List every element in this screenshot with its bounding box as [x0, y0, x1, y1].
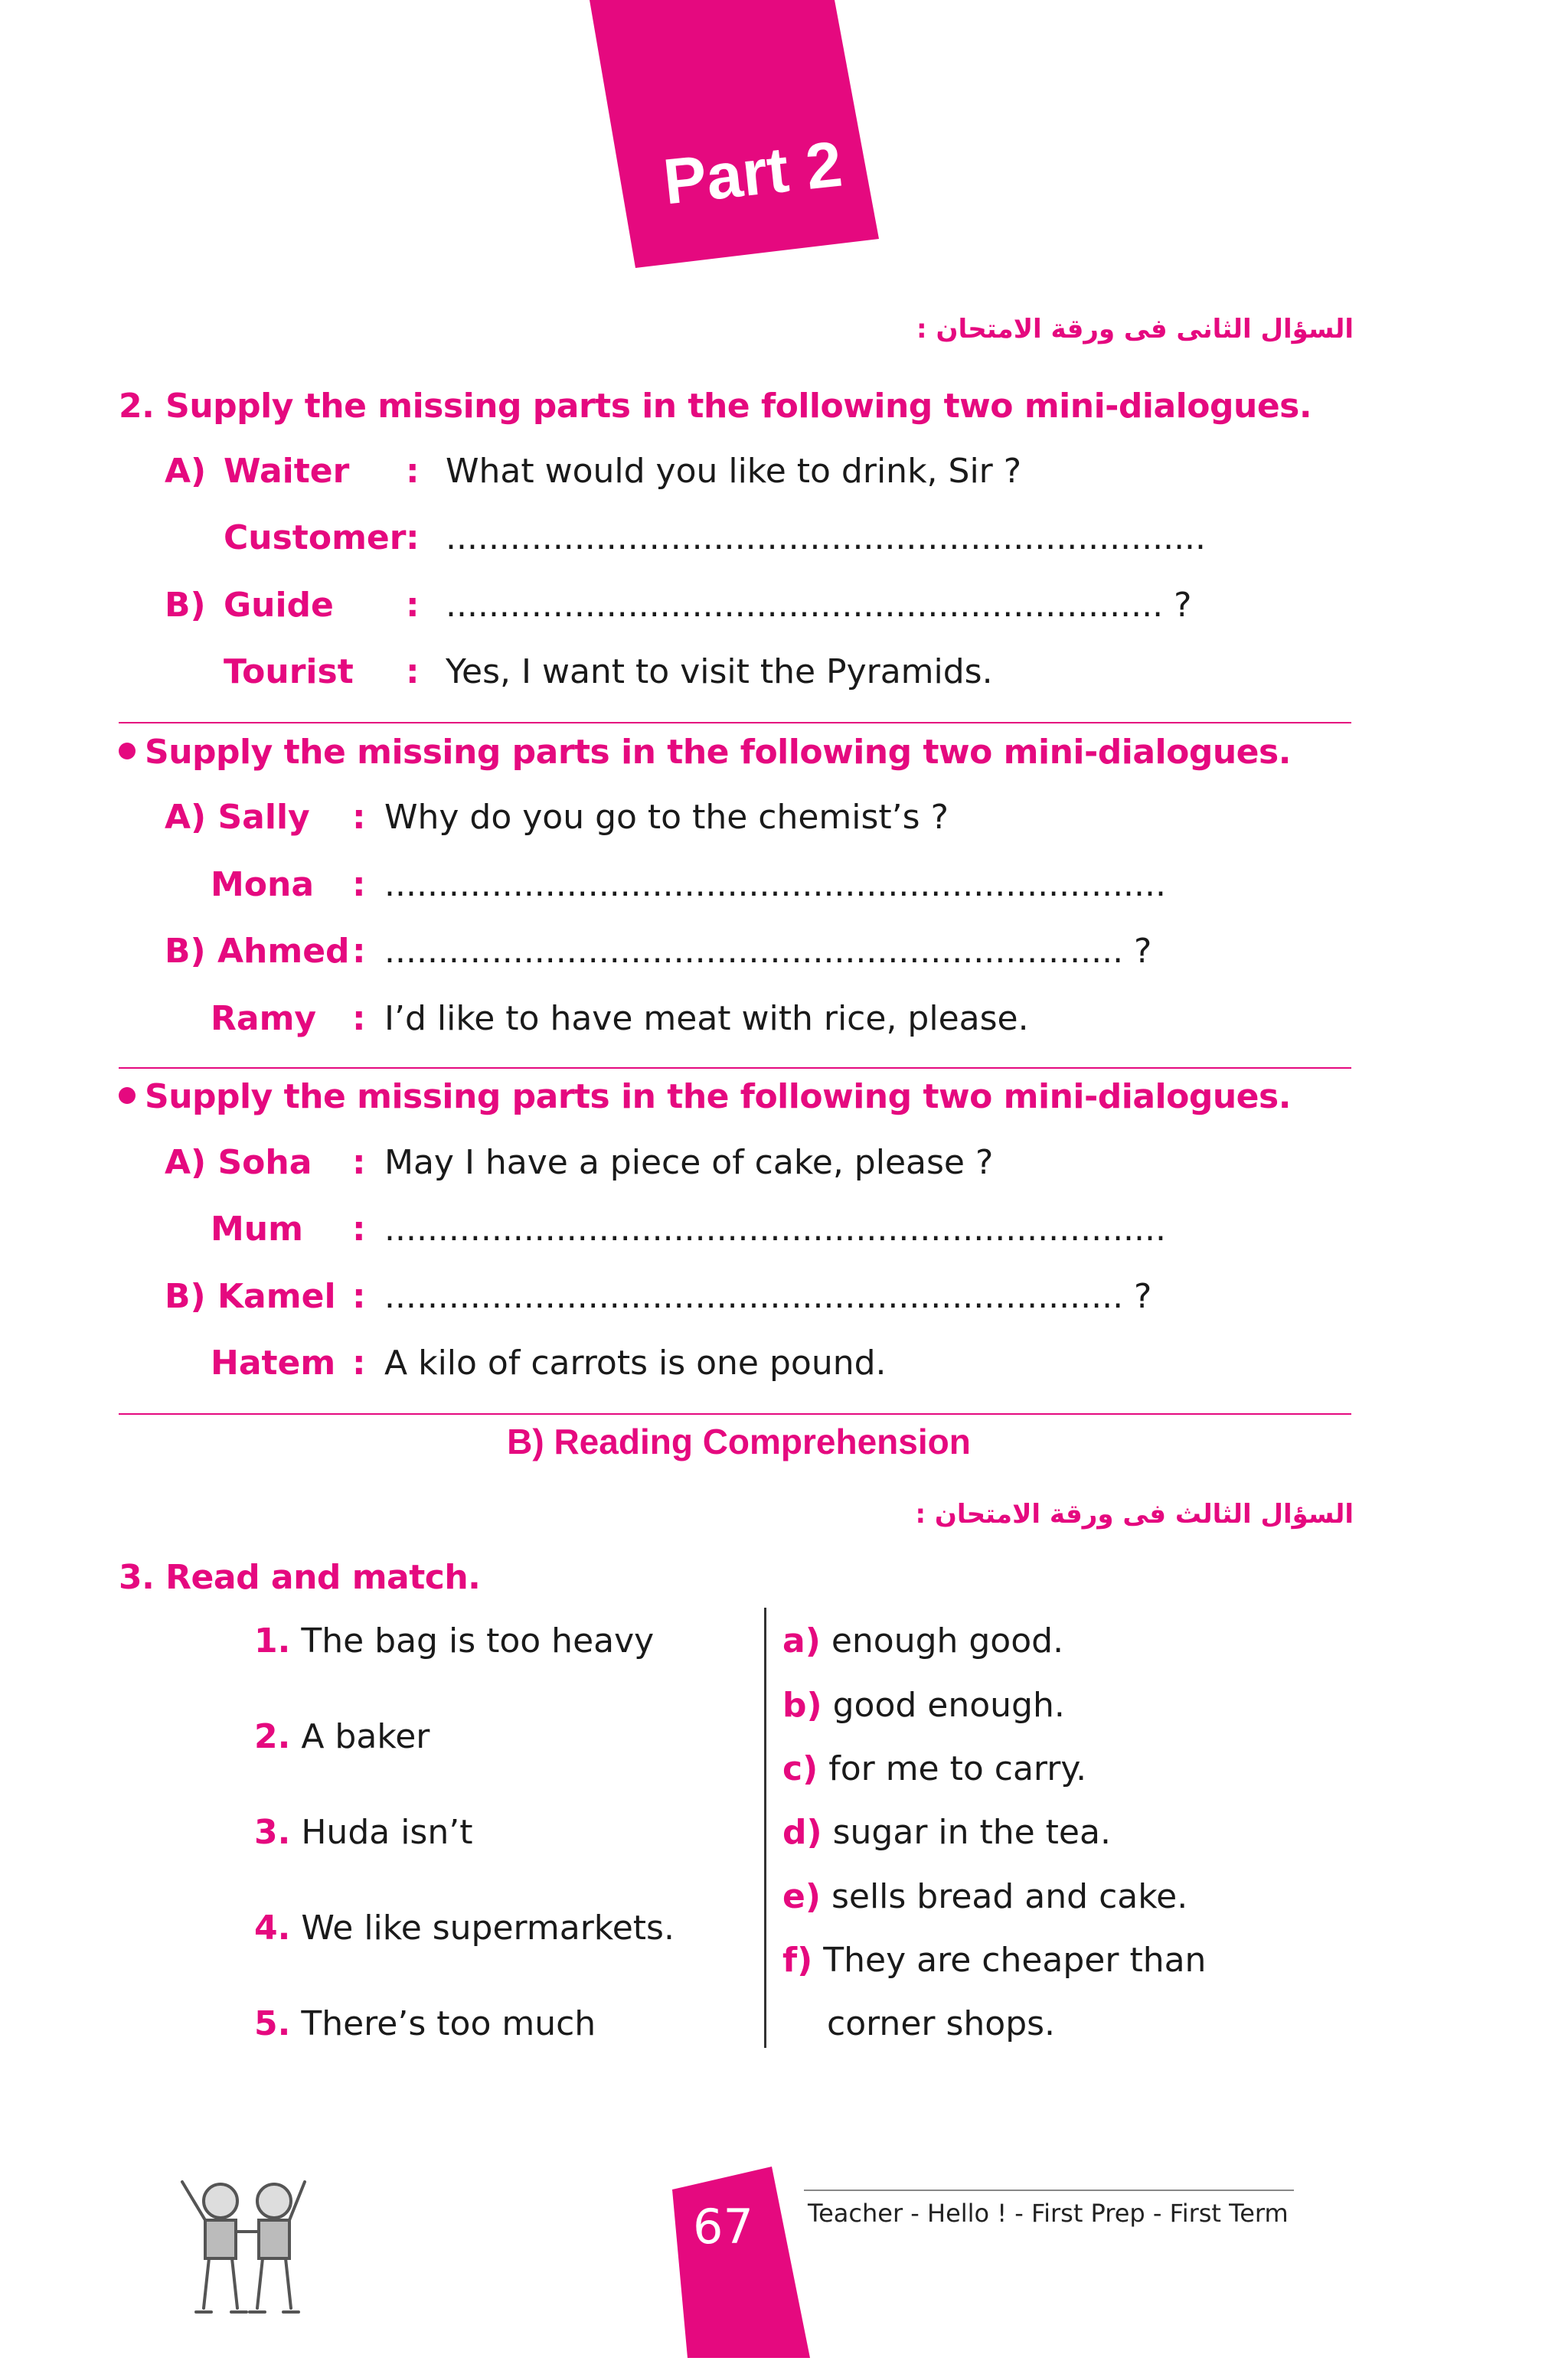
dialogue-text: What would you like to drink, Sir ?: [446, 452, 1022, 491]
dialogue-row: [0, 1210, 1568, 1256]
dialogue-row: [0, 1143, 1568, 1189]
match-right-item: [782, 1877, 1187, 1916]
dialogue-row: [0, 518, 1568, 564]
bullet-icon: [119, 1087, 136, 1104]
dialogue-blank: .........................................................................: [384, 1210, 1167, 1249]
item-text: sugar in the tea.: [832, 1813, 1111, 1852]
colon: :: [352, 798, 366, 837]
match-left-item: [254, 2004, 596, 2043]
footer-rule: [804, 2190, 1294, 2191]
item-text: enough good.: [831, 1621, 1064, 1661]
match-right-item: [782, 1941, 1206, 1980]
page-number-badge: [657, 2167, 825, 2361]
match-right-item: [782, 1749, 1086, 1788]
colon: :: [406, 652, 420, 691]
dialogue-row: [0, 798, 1568, 844]
dialogue-blank: .......................................................................: [446, 518, 1207, 557]
item-text: sells bread and cake.: [831, 1877, 1188, 1916]
dialogue-text: Yes, I want to visit the Pyramids.: [446, 652, 993, 691]
match-right-item: [782, 1813, 1111, 1852]
item-text: They are cheaper than: [823, 1941, 1207, 1980]
dialogue-row: [0, 452, 1568, 498]
colon: :: [352, 1210, 366, 1249]
colon: :: [352, 1344, 366, 1383]
item-text: for me to carry.: [828, 1749, 1087, 1788]
part-banner: [590, 0, 888, 272]
bullet-icon: [119, 743, 136, 759]
dialogue-text: A kilo of carrots is one pound.: [384, 1344, 887, 1383]
item-letter: d): [782, 1813, 822, 1852]
column-divider: [764, 1608, 766, 2048]
dialogue-blank: ..................................................................... ?: [384, 1277, 1152, 1316]
divider: [119, 722, 1351, 723]
dialogue-row: [0, 932, 1568, 978]
divider: [119, 1413, 1351, 1415]
arabic-heading-q3: السؤال الثالث فى ورقة الامتحان :: [915, 1499, 1354, 1530]
item-text: corner shops.: [827, 2004, 1056, 2043]
item-number: 1.: [254, 1621, 291, 1661]
dialogue-text: I’d like to have meat with rice, please.: [384, 999, 1029, 1038]
dialogue-row: [0, 1277, 1568, 1323]
item-text: We like supermarkets.: [301, 1909, 675, 1948]
speaker-label: Tourist: [224, 652, 354, 691]
speaker-label: B) Kamel: [165, 1277, 336, 1316]
dialogue-blank: ..................................................................... ?: [384, 932, 1152, 971]
speaker-label: Waiter: [224, 452, 350, 491]
dialogue-blank: ................................................................... ?: [446, 586, 1192, 625]
speaker-label: Hatem: [211, 1344, 336, 1383]
dialogue-text: May I have a piece of cake, please ?: [384, 1143, 994, 1182]
match-right-item-continued: [827, 2004, 1055, 2043]
exercise-title: [119, 733, 1291, 772]
match-right-item: [782, 1621, 1063, 1661]
kids-illustration: [175, 2167, 320, 2330]
speaker-label: A) Sally: [165, 798, 310, 837]
colon: :: [352, 865, 366, 904]
exercise-title-text: Supply the missing parts in the following two mini-dialogues.: [145, 733, 1291, 772]
speaker-label: A) Soha: [165, 1143, 312, 1182]
exercise-title: [119, 1077, 1291, 1116]
item-number: 5.: [254, 2004, 291, 2043]
item-text: The bag is too heavy: [301, 1621, 655, 1661]
item-text: Huda isn’t: [301, 1813, 473, 1852]
item-text: A baker: [301, 1717, 430, 1756]
colon: :: [406, 518, 420, 557]
dialogue-row: [0, 865, 1568, 911]
colon: :: [352, 932, 366, 971]
colon: :: [352, 1277, 366, 1316]
item-text: good enough.: [832, 1686, 1065, 1725]
item-number: 3.: [254, 1813, 291, 1852]
dialogue-blank: .........................................................................: [384, 865, 1167, 904]
dialogue-row: [0, 652, 1568, 698]
colon: :: [352, 999, 366, 1038]
speaker-label: Mum: [211, 1210, 303, 1249]
dialogue-row: [0, 586, 1568, 632]
item-letter: c): [782, 1749, 818, 1788]
dialogue-row: [0, 1344, 1568, 1389]
arabic-heading-q2: السؤال الثانى فى ورقة الامتحان :: [916, 314, 1354, 345]
match-left-item: [254, 1621, 654, 1661]
speaker-label: Customer: [224, 518, 407, 557]
speaker-label: Guide: [224, 586, 334, 625]
speaker-label: B) Ahmed: [165, 932, 350, 971]
exercise-title-text: Supply the missing parts in the following two mini-dialogues.: [145, 1077, 1291, 1116]
match-left-item: [254, 1717, 430, 1756]
dialogue-text: Why do you go to the chemist’s ?: [384, 798, 949, 837]
colon: :: [352, 1143, 366, 1182]
section-title: B) Reading Comprehension: [507, 1422, 971, 1461]
colon: :: [406, 452, 420, 491]
item-letter: a): [782, 1621, 821, 1661]
question2-title: 2. Supply the missing parts in the following two mini-dialogues.: [119, 387, 1312, 426]
item-text: There’s too much: [301, 2004, 596, 2043]
dialogue-row: [0, 999, 1568, 1045]
part-title: Part 2: [660, 127, 846, 218]
speaker-label: Ramy: [211, 999, 317, 1038]
colon: :: [406, 586, 420, 625]
footer-book-info: Teacher - Hello ! - First Prep - First Term: [808, 2199, 1289, 2228]
match-right-item: [782, 1686, 1065, 1725]
item-letter: f): [782, 1941, 813, 1980]
question3-title: 3. Read and match.: [119, 1558, 481, 1597]
dialogue-letter: B): [165, 586, 206, 625]
dialogue-letter: A): [165, 452, 207, 491]
item-number: 2.: [254, 1717, 291, 1756]
item-number: 4.: [254, 1909, 291, 1948]
match-left-item: [254, 1909, 675, 1948]
speaker-label: Mona: [211, 865, 315, 904]
divider: [119, 1067, 1351, 1069]
item-letter: e): [782, 1877, 821, 1916]
match-left-item: [254, 1813, 472, 1852]
item-letter: b): [782, 1686, 822, 1725]
page-number: 67: [693, 2199, 753, 2255]
